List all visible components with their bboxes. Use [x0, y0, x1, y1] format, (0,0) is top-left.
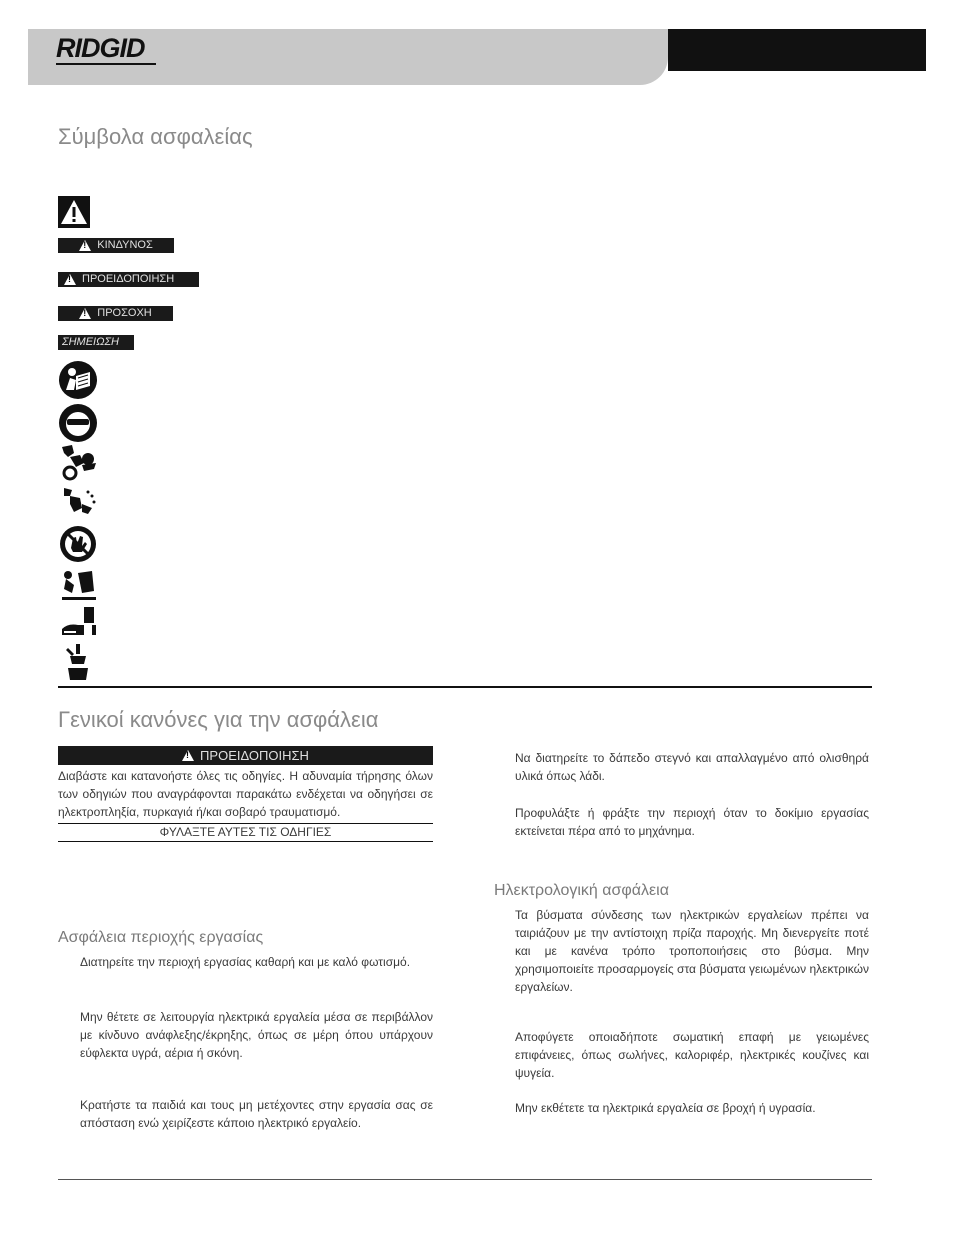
work-area-item: Μην θέτετε σε λειτουργία ηλεκτρικά εργαλεία μέσα σε περιβάλλον με κίνδυνο ανάφλεξης/έκρηξης, όπως σε μέρη όπου υπάρχουν εύφλεκτα υγρά, αέρια ή σκόνη.: [80, 1010, 433, 1060]
warning-label: ΠΡΟΕΙΔΟΠΟΙΗΣΗ: [82, 273, 175, 285]
work-area-item: Διατηρείτε την περιοχή εργασίας καθαρή και με καλό φωτισμό.: [80, 955, 411, 969]
electrical-item: Αποφύγετε οποιαδήποτε σωματική επαφή με γειωμένες επιφάνειες, όπως σωλήνες, καλοριφέρ, ηλεκτρικές κουζίνες και ψυγεία.: [515, 1030, 869, 1080]
general-warning-text: Διαβάστε και κατανοήστε όλες τις οδηγίες. Η αδυναμία τήρησης όλων των οδηγιών που αναγράφονται παρακάτω ενδέχεται να οδηγήσει σε ηλεκτροπληξία, πυρκαγιά ή/και σοβαρό τραυματισμό.: [58, 769, 433, 819]
warning-triangle-icon: [64, 274, 76, 285]
warning-triangle-icon: [79, 240, 91, 251]
caution-label: ΠΡΟΣΟΧΗ: [97, 307, 152, 319]
save-rule-bottom: [58, 841, 433, 842]
danger-signal-word: [58, 238, 174, 253]
foot-pedal-icon: [58, 605, 98, 645]
electrical-safety-title: Ηλεκτρολογική ασφάλεια: [494, 882, 669, 899]
no-gloves-icon: [58, 524, 98, 564]
eye-protection-icon: [58, 403, 98, 443]
crush-hazard-icon: [58, 443, 98, 483]
header-black-bar: [668, 29, 926, 71]
caution-signal-word: [58, 306, 173, 321]
electrical-item: Μην εκθέτετε τα ηλεκτρικά εργαλεία σε βροχή ή υγρασία.: [515, 1101, 816, 1115]
tip-over-hazard-icon: [58, 565, 98, 605]
warning-triangle-icon: [79, 308, 91, 319]
logo-underline: [56, 63, 156, 65]
notice-signal-word: [58, 335, 134, 350]
clamp-hazard-icon: [58, 642, 98, 682]
notice-label: ΣΗΜΕΙΩΣΗ: [62, 336, 120, 348]
work-area-title: Ασφάλεια περιοχής εργασίας: [58, 929, 264, 946]
read-manual-icon: [58, 360, 98, 400]
general-rules-title: Γενικοί κανόνες για την ασφάλεια: [58, 707, 379, 732]
work-area-item: Κρατήστε τα παιδιά και τους μη μετέχοντες στην εργασία σας σε απόσταση ενώ χειρίζεστε κάποιο ηλεκτρικό εργαλείο.: [80, 1098, 433, 1130]
warning-triangle-icon: [182, 750, 194, 761]
footer-divider: [58, 1179, 872, 1180]
general-warning-banner: [58, 746, 433, 765]
save-instructions-label: ΦΥΛΑΞΤΕ ΑΥΤΕΣ ΤΙΣ ΟΔΗΓΙΕΣ: [159, 825, 332, 839]
work-area-item: Προφυλάξτε ή φράξτε την περιοχή όταν το δοκίμιο εργασίας εκτείνεται πέρα από το μηχάνημα.: [515, 806, 869, 838]
warning-signal-word: [58, 272, 199, 287]
danger-label: ΚΙΝΔΥΝΟΣ: [97, 239, 153, 251]
work-area-item: Να διατηρείτε το δάπεδο στεγνό και απαλλαγμένο από ολισθηρά υλικά όπως λάδι.: [515, 751, 869, 783]
safety-alert-icon: [58, 196, 90, 228]
electrical-item: Τα βύσματα σύνδεσης των ηλεκτρικών εργαλείων πρέπει να ταιριάζουν με την αντίστοιχη πρίζα παροχής. Μη διενεργείτε ποτέ και με κανένα τρόπο τροποποιήσεις στο βύσμα. Μην χρησιμοποιείτε προσαρμογείς στα βύσματα γειωμένων ηλεκτρικών εργαλείων.: [515, 908, 869, 994]
entanglement-hazard-icon: [58, 484, 98, 524]
safety-symbols-title: Σύμβολα ασφαλείας: [58, 124, 253, 149]
ridgid-logo: RIDGID: [56, 33, 145, 63]
section-divider: [58, 686, 872, 688]
general-warning-label: ΠΡΟΕΙΔΟΠΟΙΗΣΗ: [200, 748, 309, 763]
